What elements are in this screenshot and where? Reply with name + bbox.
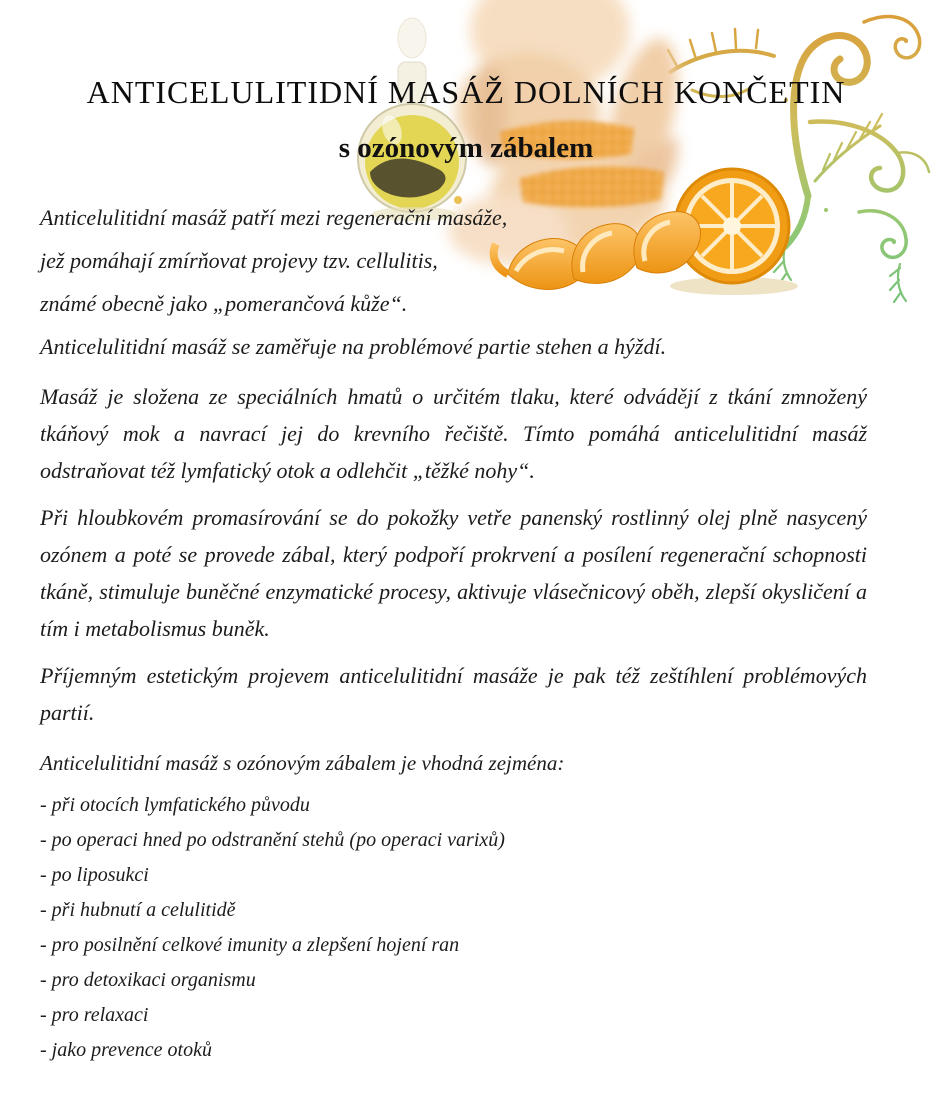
intro-line: jež pomáhají zmírňovat projevy tzv. cellulitis, bbox=[40, 248, 438, 273]
intro-line: známé obecně jako „pomerančová kůže“. bbox=[40, 291, 408, 316]
page-title: ANTICELULITIDNÍ MASÁŽ DOLNÍCH KONČETIN bbox=[86, 74, 846, 110]
intro-line: Anticelulitidní masáž patří mezi regenerační masáže, bbox=[40, 205, 508, 230]
focus-line: Anticelulitidní masáž se zaměřuje na problémové partie stehen a hýždí. bbox=[40, 334, 667, 359]
suitability-heading: Anticelulitidní masáž s ozónovým zábalem je vhodná zejména: bbox=[40, 751, 565, 775]
list-item: - pro detoxikaci organismu bbox=[40, 969, 256, 991]
list-item: - po liposukci bbox=[40, 864, 149, 886]
list-item: - pro relaxaci bbox=[40, 1004, 149, 1026]
body-paragraph: Při hloubkovém promasírování se do pokožky vetře panenský rostlinný olej plně nasycený ozónem a poté se provede zábal, který podpoří prokrvení a posílení regenerační schopnosti tkáně, stimuluje buněčné enzymatické procesy, aktivuje vlásečnicový oběh, zlepší okysličení a tím i metabolismus buněk. bbox=[40, 505, 867, 641]
page-subtitle: s ozónovým zábalem bbox=[338, 132, 594, 164]
list-item: - jako prevence otoků bbox=[40, 1039, 212, 1061]
list-item: - při hubnutí a celulitidě bbox=[40, 899, 236, 921]
list-item: - po operaci hned po odstranění stehů (po operaci varixů) bbox=[40, 829, 505, 851]
massage-oil-bottle-icon bbox=[358, 18, 466, 221]
list-item: - pro posilnění celkové imunity a zlepšení hojení ran bbox=[40, 934, 460, 956]
document-body bbox=[40, 196, 867, 1068]
suitability-list bbox=[40, 788, 867, 1068]
body-paragraph: Masáž je složena ze speciálních hmatů o určitém tlaku, které odvádějí z tkání zmnožený tkáňový mok a navrací jej do krevního řečiště. Tímto pomáhá anticelulitidní masáž odstraňovat též lymfatický otok a odlehčit „těžké nohy“. bbox=[40, 384, 867, 483]
list-item: - při otocích lymfatického původu bbox=[40, 794, 310, 816]
body-paragraph: Příjemným estetickým projevem anticelulitidní masáže je pak též zeštíhlení problémových partií. bbox=[40, 663, 867, 725]
